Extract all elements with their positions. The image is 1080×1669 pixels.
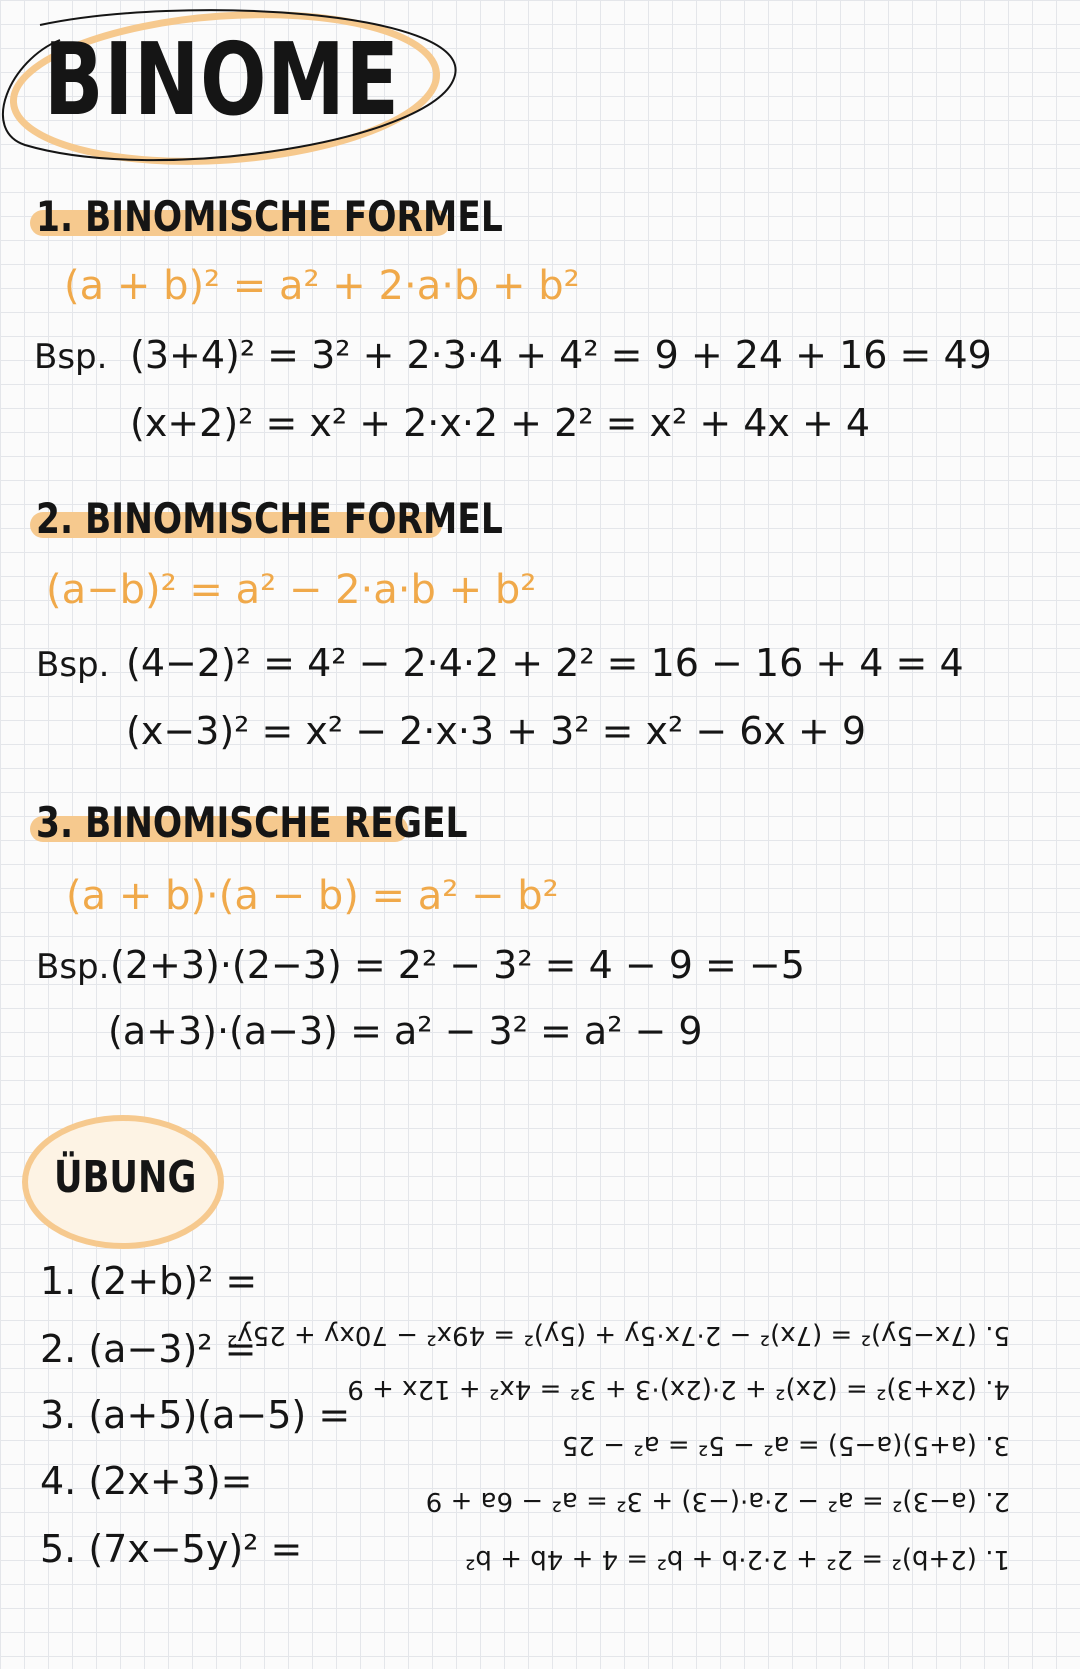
section-3-example-2: (a+3)·(a−3) = a² − 3² = a² − 9	[108, 1009, 703, 1053]
exercise-item-1: 1. (2+b)² =	[40, 1259, 258, 1303]
exercise-item-3: 3. (a+5)(a−5) =	[40, 1393, 351, 1437]
section-2-example-label: Bsp.	[36, 645, 110, 685]
section-3-heading: 3. BINOMISCHE REGEL	[36, 798, 468, 847]
section-2-example-1: (4−2)² = 4² − 2·4·2 + 2² = 16 − 16 + 4 = 4	[126, 641, 964, 685]
solution-3: 3. (a+5)(a−5) = a² − 5² = a² − 25	[561, 1430, 1010, 1460]
section-2-example-2: (x−3)² = x² − 2·x·3 + 3² = x² − 6x + 9	[126, 709, 867, 753]
section-1-formula: (a + b)² = a² + 2·a·b + b²	[64, 263, 580, 309]
solution-4: 4. (2x+3)² = (2x)² + 2·(2x)·3 + 3² = 4x² + 12x + 9	[347, 1374, 1010, 1404]
section-1-example-1: (3+4)² = 3² + 2·3·4 + 4² = 9 + 24 + 16 = 49	[130, 333, 992, 377]
exercise-item-4: 4. (2x+3)=	[40, 1459, 253, 1503]
solution-1: 1. (2+b)² = 2² + 2·2·b + b² = 4 + 4b + b²	[464, 1544, 1010, 1574]
title-block	[0, 0, 500, 190]
page-title: BINOME	[44, 21, 400, 138]
section-3-formula: (a + b)·(a − b) = a² − b²	[66, 873, 559, 919]
solution-2: 2. (a−3)² = a² − 2·a·(−3) + 3² = a² − 6a + 9	[425, 1486, 1010, 1516]
section-3-example-label: Bsp.	[36, 947, 110, 987]
section-2-formula: (a−b)² = a² − 2·a·b + b²	[46, 567, 537, 613]
section-1-example-label: Bsp.	[34, 337, 108, 377]
exercise-item-2: 2. (a−3)² =	[40, 1327, 257, 1371]
section-1-heading: 1. BINOMISCHE FORMEL	[36, 192, 503, 241]
exercise-item-5: 5. (7x−5y)² =	[40, 1527, 303, 1571]
exercise-label: ÜBUNG	[54, 1152, 197, 1203]
section-1-example-2: (x+2)² = x² + 2·x·2 + 2² = x² + 4x + 4	[130, 401, 871, 445]
section-3-example-1: (2+3)·(2−3) = 2² − 3² = 4 − 9 = −5	[110, 943, 805, 987]
exercise-label-block	[20, 1112, 230, 1252]
solution-5: 5. (7x−5y)² = (7x)² − 2·7x·5y + (5y)² = 49x² − 70xy + 25y²	[226, 1320, 1010, 1350]
section-2-heading: 2. BINOMISCHE FORMEL	[36, 494, 503, 543]
